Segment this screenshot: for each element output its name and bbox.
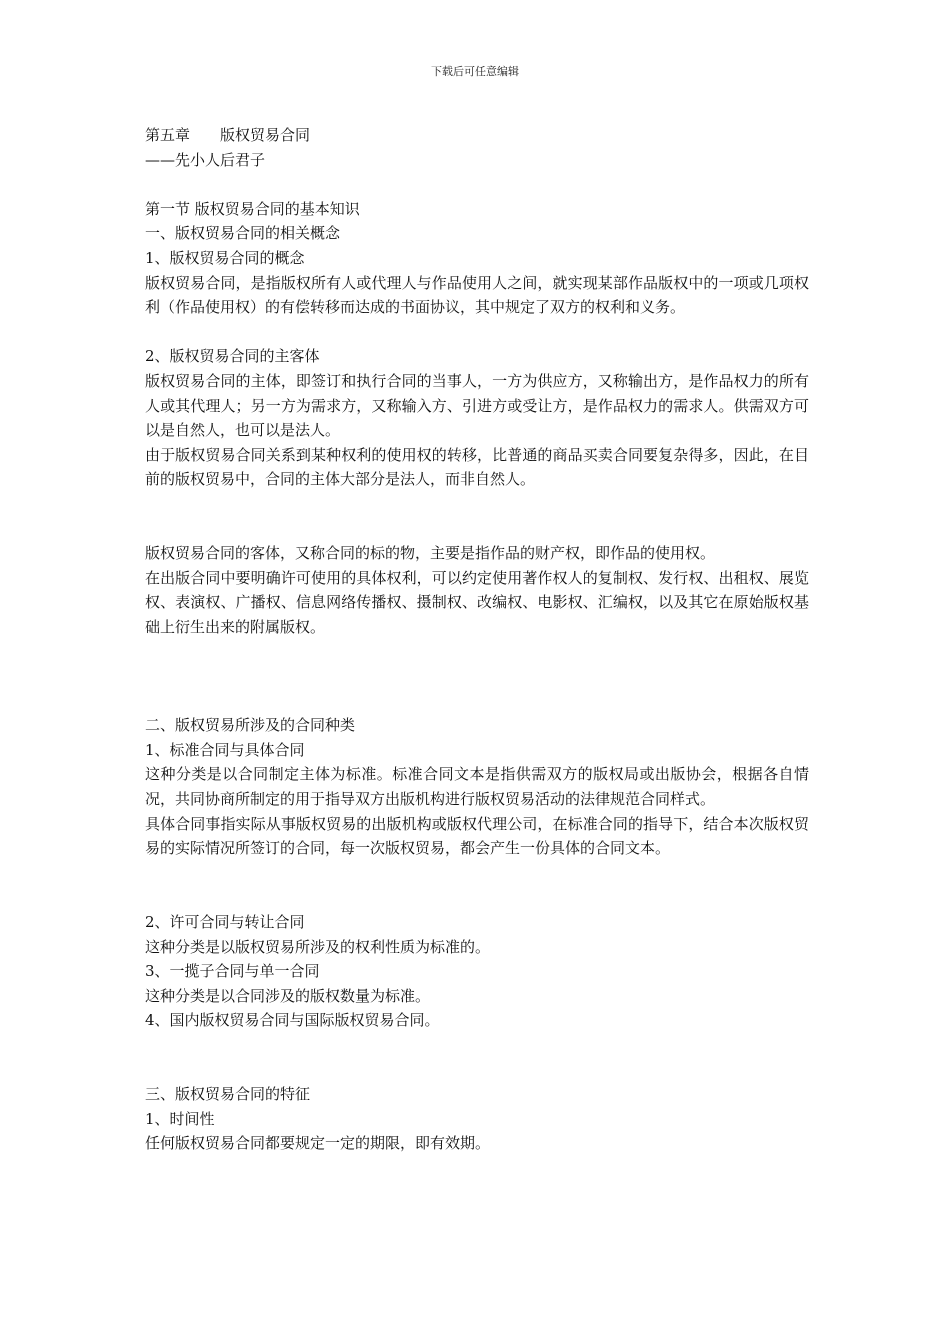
item-heading: 2、版权贸易合同的主客体 [145,347,320,366]
item-heading: 1、标准合同与具体合同 [145,740,305,759]
paragraph: 这种分类是以合同涉及的版权数量为标准。 [145,986,431,1005]
paragraph: 这种分类是以合同制定主体为标准。标准合同文本是指供需双方的版权局或出版协会，根据各自情况，共同协商所制定的用于指导双方出版机构进行版权贸易活动的法律规范合同样式。 [145,765,809,809]
paragraph: 由于版权贸易合同关系到某种权利的使用权的转移，比普通的商品买卖合同要复杂得多，因此，在目前的版权贸易中，合同的主体大部分是法人，而非自然人。 [145,445,809,489]
paragraph: 在出版合同中要明确许可使用的具体权利，可以约定使用著作权人的复制权、发行权、出租权、展览权、表演权、广播权、信息网络传播权、摄制权、改编权、电影权、汇编权，以及其它在原始版权基础上衍生出来的附属版权。 [145,568,809,636]
part-heading: 二、版权贸易所涉及的合同种类 [145,716,356,735]
paragraph: 版权贸易合同的主体，即签订和执行合同的当事人，一方为供应方，又称输出方，是作品权力的所有人或其代理人；另一方为需求方，又称输入方、引进方或受让方，是作品权力的需求人。供需双方可以是自然人，也可以是法人。 [145,371,809,440]
paragraph: 具体合同事指实际从事版权贸易的出版机构或版权代理公司，在标准合同的指导下，结合本次版权贸易的实际情况所签订的合同，每一次版权贸易，都会产生一份具体的合同文本。 [145,814,809,858]
paragraph: 版权贸易合同，是指版权所有人或代理人与作品使用人之间，就实现某部作品版权中的一项或几项权利（作品使用权）的有偿转移而达成的书面协议，其中规定了双方的权利和义务。 [145,273,809,317]
paragraph: 版权贸易合同的客体，又称合同的标的物，主要是指作品的财产权，即作品的使用权。 [145,544,716,563]
item-heading: 1、版权贸易合同的概念 [145,248,305,267]
item-heading: 4、国内版权贸易合同与国际版权贸易合同。 [145,1011,440,1030]
item-heading: 1、时间性 [145,1109,215,1128]
chapter-subtitle: ——先小人后君子 [145,150,266,169]
chapter-number: 第五章 [145,126,191,144]
part-heading: 一、版权贸易合同的相关概念 [145,224,341,243]
document-body [145,123,809,1156]
part-heading: 三、版权贸易合同的特征 [145,1085,311,1104]
chapter-title-text: 版权贸易合同 [220,126,311,144]
chapter-title [145,123,809,148]
page-header: 下载后可任意编辑 [431,65,519,78]
paragraph: 这种分类是以版权贸易所涉及的权利性质为标准的。 [145,937,491,956]
paragraph: 任何版权贸易合同都要规定一定的期限，即有效期。 [145,1134,491,1153]
item-heading: 3、一揽子合同与单一合同 [145,962,320,981]
section-title: 第一节 版权贸易合同的基本知识 [145,199,360,218]
item-heading: 2、许可合同与转让合同 [145,913,305,932]
